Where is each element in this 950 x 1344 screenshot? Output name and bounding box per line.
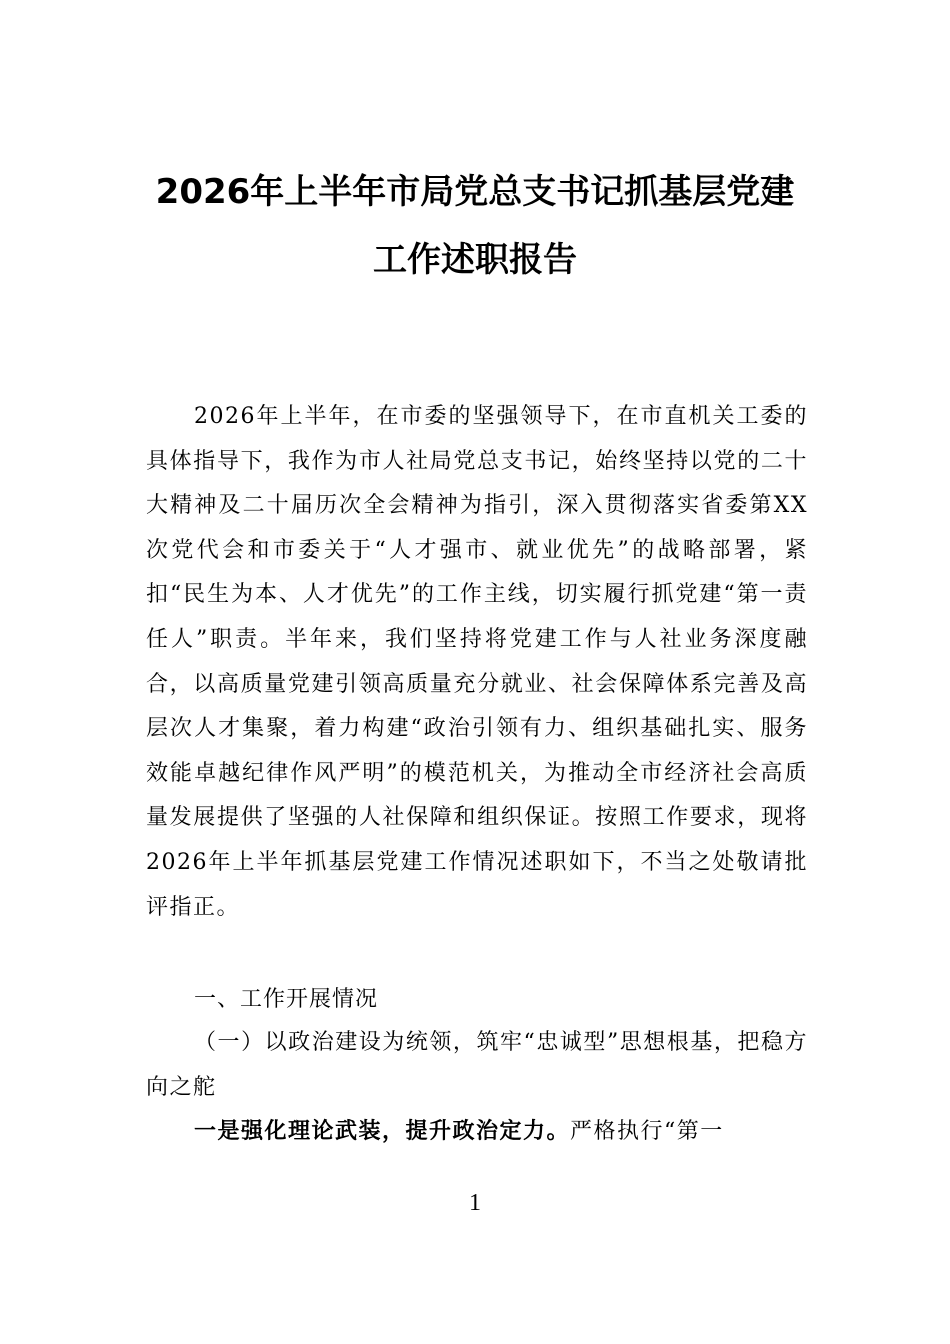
point-body-text: 严格执行“第一	[570, 1119, 724, 1144]
section-heading: 一、工作开展情况	[194, 987, 379, 1012]
document-title-line-2: 工作述职报告	[373, 240, 577, 280]
subsection-heading: （一）以政治建设为统领，筑牢“忠诚型”思想根基，把稳方向之舵	[146, 1030, 808, 1100]
point-paragraph	[146, 1110, 808, 1155]
point-lead-text: 一是强化理论武装，提升政治定力。	[194, 1119, 571, 1144]
document-title-line-1: 2026年上半年市局党总支书记抓基层党建	[155, 172, 795, 212]
intro-paragraph: 2026年上半年，在市委的坚强领导下，在市直机关工委的具体指导下，我作为市人社局党总支书记，始终坚持以党的二十大精神及二十届历次全会精神为指引，深入贯彻落实省委第XX次党代会和市委关于“人才强市、就业优先”的战略部署，紧扣“民生为本、人才优先”的工作主线，切实履行抓党建“第一责任人”职责。半年来，我们坚持将党建工作与人社业务深度融合，以高质量党建引领高质量充分就业、社会保障体系完善及高层次人才集聚，着力构建“政治引领有力、组织基础扎实、服务效能卓越纪律作风严明”的模范机关，为推动全市经济社会高质量发展提供了坚强的人社保障和组织保证。按照工作要求，现将2026年上半年抓基层党建工作情况述职如下，不当之处敬请批评指正。	[146, 404, 808, 920]
page-number: 1	[469, 1190, 481, 1216]
